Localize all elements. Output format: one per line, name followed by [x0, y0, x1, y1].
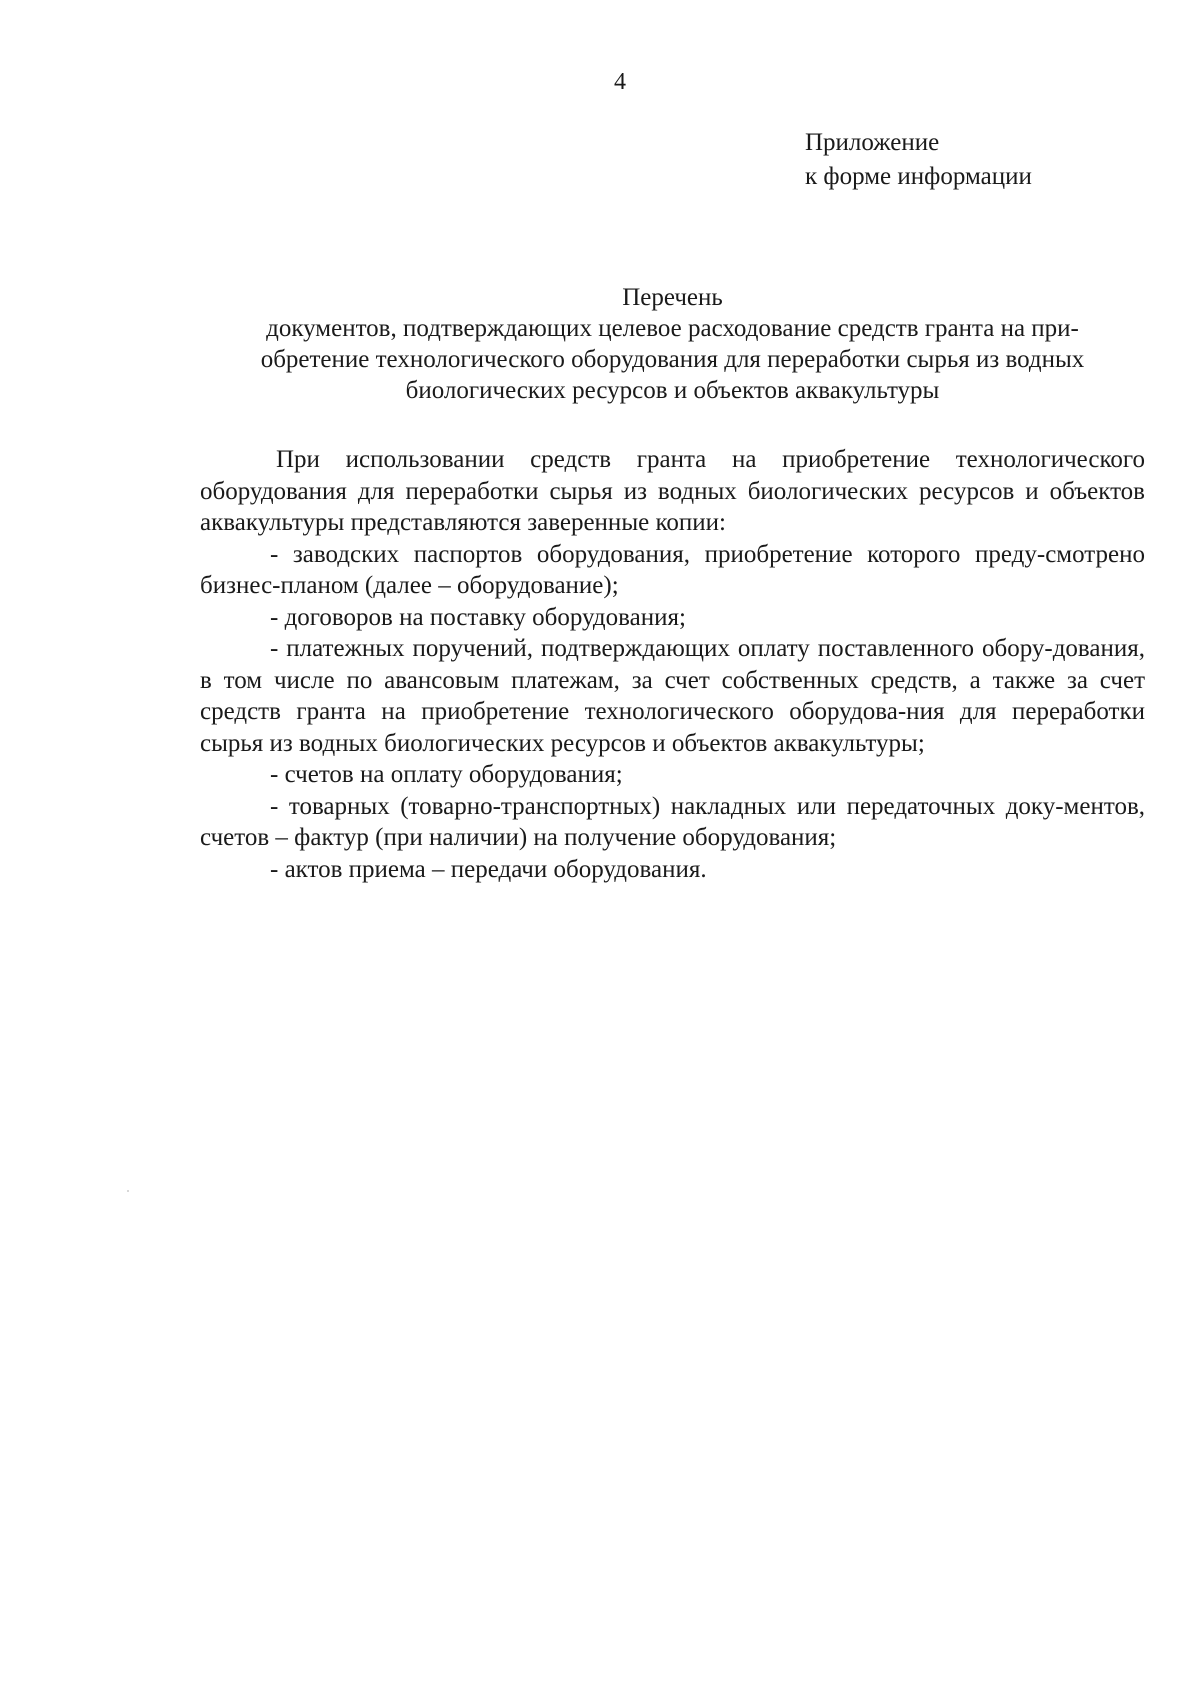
- title-line-1: документов, подтверждающих целевое расходование средств гранта на при-: [266, 315, 1079, 342]
- scan-speck: [127, 1190, 129, 1192]
- list-item: - заводских паспортов оборудования, приобретение которого преду-смотрено бизнес-планом (далее – оборудование);: [200, 540, 1145, 599]
- document-title: [200, 282, 1145, 406]
- appendix-note: [805, 126, 1032, 194]
- list-item: - договоров на поставку оборудования;: [270, 603, 686, 631]
- title-line-3: биологических ресурсов и объектов аквакультуры: [405, 377, 940, 404]
- list-item: - счетов на оплату оборудования;: [270, 761, 623, 788]
- title-line-2: обретение технологического оборудования для переработки сырья из водных: [260, 346, 1085, 373]
- appendix-line-1: Приложение: [805, 129, 940, 156]
- intro-paragraph: При использовании средств гранта на приобретение технологического оборудования для переработки сырья из водных биологических ресурсов и объектов аквакультуры представляются заверенные копии:: [200, 446, 1145, 536]
- appendix-line-2: к форме информации: [805, 163, 1032, 190]
- list-item: - товарных (товарно-транспортных) накладных или передаточных доку-ментов, счетов – фактур (при наличии) на получение оборудования;: [200, 792, 1145, 851]
- title-heading: Перечень: [622, 284, 723, 311]
- document-body: [200, 444, 1145, 885]
- list-item: - актов приема – передачи оборудования.: [270, 855, 707, 883]
- page-number: 4: [614, 69, 626, 95]
- list-item: - платежных поручений, подтверждающих оплату поставленного обору-дования, в том числе по авансовым платежам, за счет собственных средств, а также за счет средств гранта на приобретение технологического оборудова-ния для переработки сырья из водных биологических ресурсов и объектов аквакультуры;: [200, 635, 1145, 757]
